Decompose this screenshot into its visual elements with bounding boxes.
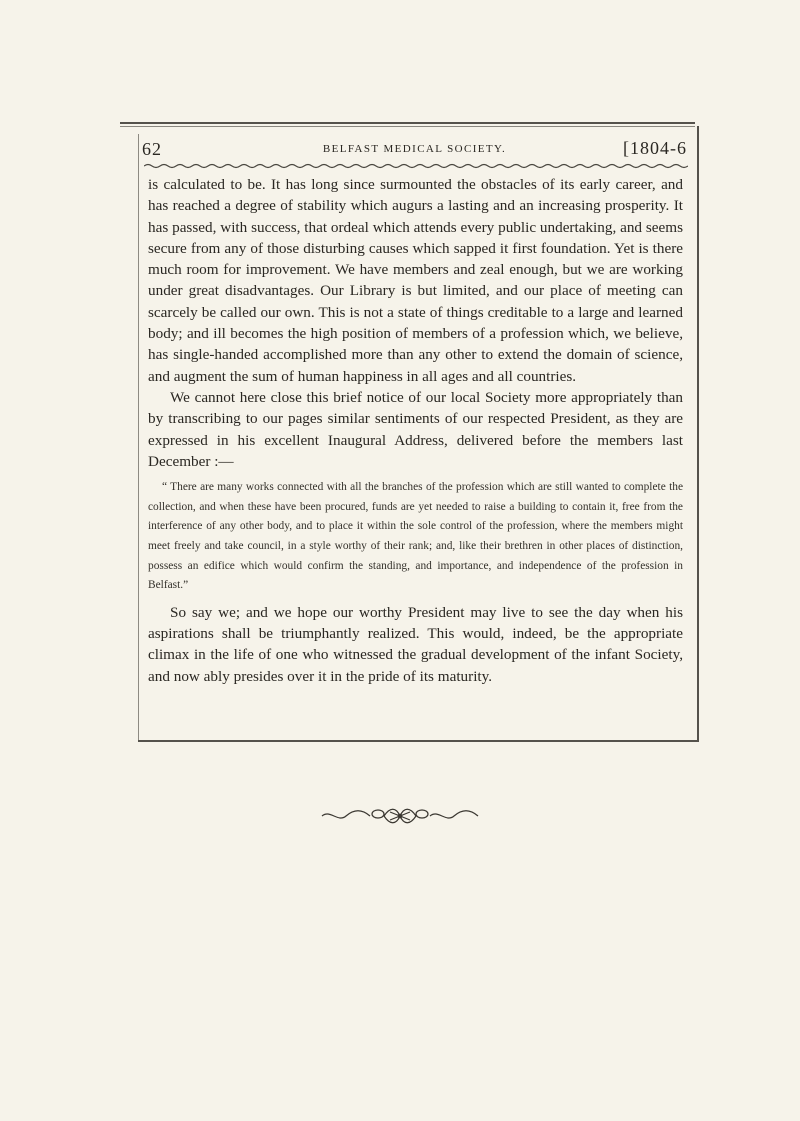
frame-top-rule-thin xyxy=(120,126,695,127)
book-page xyxy=(120,122,695,742)
ornament-tailpiece-icon xyxy=(320,805,480,827)
page-header xyxy=(142,136,687,162)
wavy-rule-icon xyxy=(144,162,688,170)
frame-bottom-rule xyxy=(138,740,699,742)
frame-right-rule xyxy=(697,126,699,742)
paragraph: We cannot here close this brief notice of our local Society more appropriately than by transcribing to our pages similar sentiments of our respected President, as they are expressed in his excellent Inaugural Address, delivered before the members last December :— xyxy=(148,388,683,470)
paragraph: is calculated to be. It has long since surmounted the obstacles of its early career, and has reached a degree of stability which augurs a lasting and an increasing prosperity. It has passed, with success, that ordeal which attends every public undertaking, and seems secure from any of those disturbing causes which sapped it first foundation. Yet is there much room for improvement. We have members and zeal enough, but we are working under great disadvantages. Our Library is but limited, and our place of meeting can scarcely be called our own. This is not a state of things creditable to a large and learned body; and ill becomes the high position of members of a profession which, we believe, has single-handed accomplished more than any other to extend the domain of science, and augment the sum of human happiness in all ages and all countries. xyxy=(148,176,683,385)
body-text xyxy=(148,174,683,687)
page-number: 62 xyxy=(142,139,162,159)
frame-top-rule xyxy=(120,122,695,124)
closing-paragraph: So say we; and we hope our worthy President may live to see the day when his aspirations shall be triumphantly realized. This would, indeed, be the appropriate climax in the life of one who witnessed the gradual development of the infant Society, and now ably presides over it in the pride of its maturity. xyxy=(148,603,683,685)
frame-left-rule xyxy=(138,134,139,742)
date-range: [1804-6 xyxy=(623,138,687,158)
block-quote: “ There are many works connected with all the branches of the profession which are still wanted to complete the collection, and when these have been procured, funds are yet needed to raise a building to contain it, free from the interference of any other body, and to place it within the sole control of the profession, where the members might meet freely and take council, in a style worthy of their rank; and, like their brethren in other places of distinction, possess an edifice which would confirm the standing, and importance, and independence of the profession in Belfast.” xyxy=(148,481,683,592)
running-head: BELFAST MEDICAL SOCIETY. xyxy=(322,143,507,155)
